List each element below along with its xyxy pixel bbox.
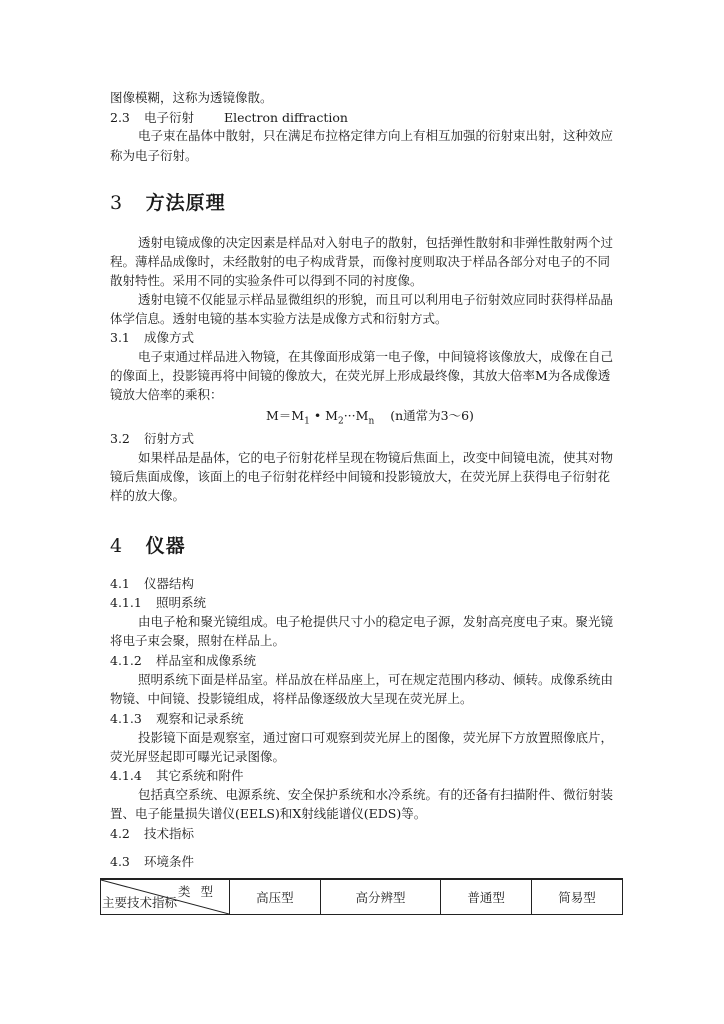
paragraph-line: 电子束在晶体中散射，只在满足布拉格定律方向上有相互加强的衍射束出射，这种效应: [138, 128, 614, 143]
column-header: 高分辨型: [320, 879, 440, 915]
section-title: 样品室和成像系统: [155, 653, 256, 668]
formula-dot: • M: [309, 408, 338, 423]
text-line: 图像模糊，这称为透镜像散。: [110, 90, 273, 105]
section-title: 方法原理: [145, 192, 226, 214]
section-3-2-heading: [110, 431, 194, 447]
section-4-heading: [110, 531, 186, 558]
formula-dots: ···M: [343, 408, 369, 423]
paragraph-line: 镜后焦面成像，该面上的电子衍射花样经中间镜和投影镜放大，在荧光屏上获得电子衍射花: [110, 469, 611, 484]
section-3-heading: [110, 188, 226, 215]
paragraph-line: 散射特性。采用不同的实验条件可以得到不同的衬度像。: [110, 273, 423, 288]
paragraph-line: 投影镜下面是观察室，通过窗口可观察到荧光屏上的图像，荧光屏下方放置照像底片，: [138, 730, 614, 745]
section-title: 成像方式: [143, 330, 194, 345]
paragraph-line: 如果样品是晶体，它的电子衍射花样呈现在物镜后焦面上，改变中间镜电流，使其对物: [138, 450, 614, 465]
section-title: 仪器: [145, 535, 186, 557]
section-number: 4.1.3: [110, 711, 142, 726]
section-number: 4.3: [110, 854, 130, 869]
section-title: 技术指标: [143, 826, 194, 841]
paragraph-line: 样的放大像。: [110, 488, 186, 503]
section-title: 其它系统和附件: [155, 768, 244, 783]
formula-main: M＝M: [266, 408, 305, 423]
section-title-english: Electron diffraction: [223, 110, 348, 125]
formula-subscript: 1: [304, 416, 310, 427]
section-4-1-3-heading: [110, 711, 244, 727]
section-title: 仪器结构: [143, 576, 194, 591]
paragraph-line: 置、电子能量损失谱仪(EELS)和X射线能谱仪(EDS)等。: [110, 806, 427, 821]
section-number: 4.1.2: [110, 653, 142, 668]
paragraph-line: 包括真空系统、电源系统、安全保护系统和水冷系统。有的还备有扫描附件、微衍射装: [138, 787, 614, 802]
paragraph-line: 荧光屏竖起即可曝光记录图像。: [110, 749, 286, 764]
section-number: 4.2: [110, 826, 130, 841]
section-4-2-heading: [110, 826, 194, 842]
section-4-1-2-heading: [110, 653, 256, 669]
paragraph-line: 镜放大倍率的乘积：: [110, 387, 223, 402]
section-number: 3: [110, 192, 124, 214]
magnification-formula: [266, 406, 474, 427]
paragraph-line: 物镜、中间镜、投影镜组成，将样品像逐级放大呈现在荧光屏上。: [110, 691, 473, 706]
section-number: 4.1.1: [110, 595, 142, 610]
table-corner-cell: [101, 879, 230, 915]
section-4-3-heading: [110, 854, 194, 870]
section-number: 3.2: [110, 431, 130, 446]
paragraph-line: 体学信息。透射电镜的基本实验方法是成像方式和衍射方式。: [110, 311, 448, 326]
column-header: 简易型: [532, 879, 623, 915]
table-header-row: [101, 879, 623, 915]
formula-subscript: n: [368, 416, 375, 427]
section-title: 观察和记录系统: [155, 711, 244, 726]
section-2-3-heading: [110, 110, 348, 126]
paragraph-line: 将电子束会聚，照射在样品上。: [110, 633, 286, 648]
section-number: 4.1: [110, 576, 130, 591]
section-4-1-1-heading: [110, 595, 206, 611]
section-number: 2.3: [110, 110, 130, 125]
section-title: 环境条件: [143, 854, 194, 869]
paragraph-line: 程。薄样品成像时，未经散射的电子构成背景，而像衬度则取决于样品各部分对电子的不同: [110, 254, 611, 269]
column-header: 普通型: [441, 879, 532, 915]
paragraph-line: 电子束通过样品进入物镜，在其像面形成第一电子像，中间镜将该像放大，成像在自己: [138, 349, 614, 364]
section-3-1-heading: [110, 330, 194, 346]
paragraph-line: 称为电子衍射。: [110, 148, 198, 163]
paragraph-line: 照明系统下面是样品室。样品放在样品座上，可在规定范围内移动、倾转。成像系统由: [138, 672, 614, 687]
section-title: 电子衍射: [143, 110, 194, 125]
paragraph-line: 透射电镜不仅能显示样品显微组织的形貌，而且可以利用电子衍射效应同时获得样品晶: [138, 292, 614, 307]
section-number: 4.1.4: [110, 768, 142, 783]
section-number: 4: [110, 535, 124, 557]
section-4-1-4-heading: [110, 768, 244, 784]
section-4-1-heading: [110, 576, 194, 592]
spec-table: [100, 878, 623, 915]
formula-subscript: 2: [337, 416, 344, 427]
section-title: 衍射方式: [143, 431, 194, 446]
corner-label-indicators: 主要技术指标: [102, 895, 178, 910]
formula-note: (n通常为3～6): [390, 408, 474, 423]
paragraph-line: 的像面上，投影镜再将中间镜的像放大，在荧光屏上形成最终像，其放大倍率M为各成像透: [110, 368, 611, 383]
paragraph-line: 透射电镜成像的决定因素是样品对入射电子的散射，包括弹性散射和非弹性散射两个过: [138, 235, 614, 250]
corner-label-type: 类型: [177, 884, 223, 899]
column-header: 高压型: [230, 879, 321, 915]
section-title: 照明系统: [155, 595, 206, 610]
section-number: 3.1: [110, 330, 130, 345]
paragraph-line: 由电子枪和聚光镜组成。电子枪提供尺寸小的稳定电子源，发射高亮度电子束。聚光镜: [138, 614, 614, 629]
